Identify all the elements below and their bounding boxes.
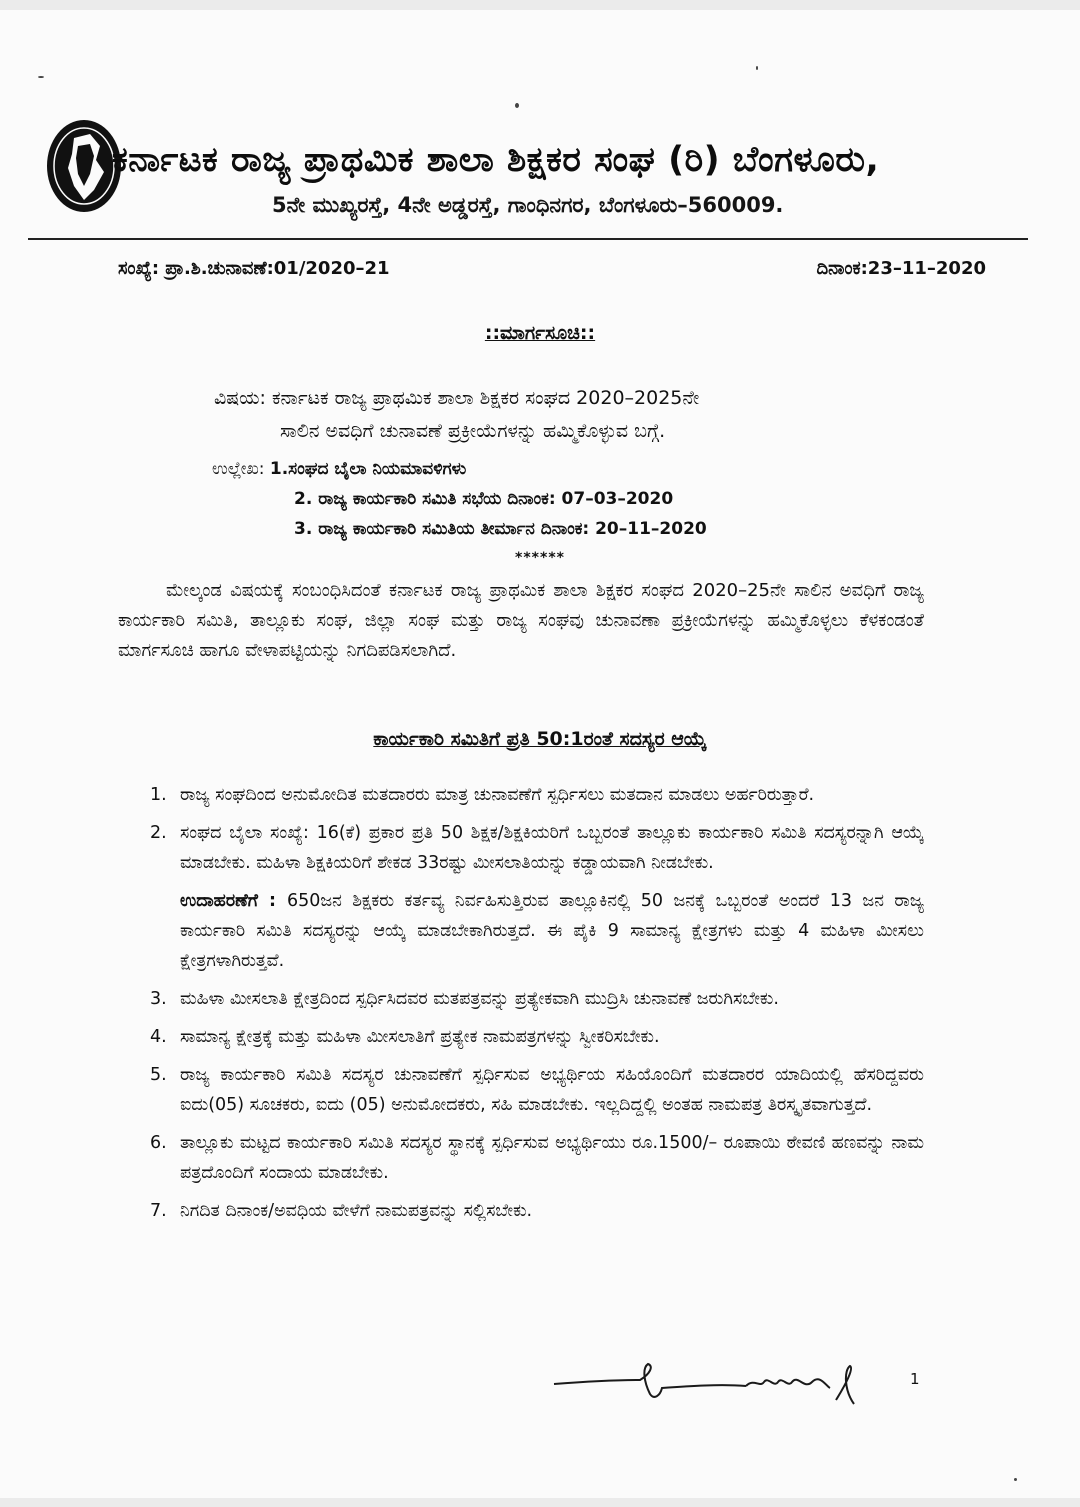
list-item-number: 7. bbox=[150, 1201, 167, 1221]
list-item-number: 5. bbox=[150, 1065, 167, 1085]
header-divider bbox=[28, 238, 1028, 240]
list-item-text: ಸಂಘದ ಬೈಲಾ ಸಂಖ್ಯೆ: 16(ಕೆ) ಪ್ರಕಾರ ಪ್ರತಿ 50 ಶಿಕ್ಷಕ/ಶಿಕ್ಷಕಿಯರಿಗೆ ಒಬ್ಬರಂತೆ ತಾಲ್ಲೂಕು ಕಾರ್ಯಕಾರಿ ಸಮಿತಿ ಸದಸ್ಯರನ್ನಾಗಿ ಆಯ್ಕೆ ಮಾಡಬೇಕು. ಮಹಿಳಾ ಶಿಕ್ಷಕಿಯರಿಗೆ ಶೇಕಡ 33ರಷ್ಟು ಮೀಸಲಾತಿಯನ್ನು ಕಡ್ಡಾಯವಾಗಿ ನೀಡಬೇಕು. bbox=[180, 823, 924, 873]
list-item-number: 3. bbox=[150, 989, 167, 1009]
references-block bbox=[212, 454, 707, 544]
list-item bbox=[150, 1060, 924, 1120]
document-page bbox=[0, 10, 1080, 1498]
list-item bbox=[150, 1128, 924, 1188]
reference-item-2: 2. ರಾಜ್ಯ ಕಾರ್ಯಕಾರಿ ಸಮಿತಿ ಸಭೆಯ ದಿನಾಂಕ: 07–03–2020 bbox=[294, 489, 674, 509]
subject-line-1: ವಿಷಯ: ಕರ್ನಾಟಕ ರಾಜ್ಯ ಪ್ರಾಥಮಿಕ ಶಾಲಾ ಶಿಕ್ಷಕರ ಸಂಘದ 2020–2025ನೇ bbox=[214, 387, 700, 409]
list-item-text: ರಾಜ್ಯ ಸಂಘದಿಂದ ಅನುಮೋದಿತ ಮತದಾರರು ಮಾತ್ರ ಚುನಾವಣೆಗೆ ಸ್ಪರ್ಧಿಸಲು ಮತದಾನ ಮಾಡಲು ಅರ್ಹರಿರುತ್ತಾರೆ. bbox=[180, 785, 815, 805]
list-item bbox=[150, 984, 924, 1014]
subject-line-2: ಸಾಲಿನ ಅವಧಿಗೆ ಚುನಾವಣೆ ಪ್ರಕ್ರೀಯೆಗಳನ್ನು ಹಮ್ಮಿಕೊಳ್ಳುವ ಬಗ್ಗೆ. bbox=[280, 420, 666, 442]
reference-item-1: 1.ಸಂಘದ ಬೈಲಾ ನಿಯಮಾವಳಿಗಳು bbox=[269, 459, 467, 479]
organization-name: ಕರ್ನಾಟಕ ರಾಜ್ಯ ಪ್ರಾಥಮಿಕ ಶಾಲಾ ಶಿಕ್ಷಕರ ಸಂಘ (ರಿ) ಬೆಂಗಳೂರು, bbox=[112, 140, 880, 180]
guidelines-list bbox=[150, 780, 924, 1234]
list-item bbox=[150, 780, 924, 810]
list-item-number: 6. bbox=[150, 1133, 167, 1153]
example-label: ಉದಾಹರಣೆಗೆ : bbox=[180, 891, 287, 911]
signature-icon bbox=[550, 1360, 870, 1408]
list-item-number: 4. bbox=[150, 1027, 167, 1047]
scan-speck bbox=[756, 66, 758, 70]
list-item-text: ಮಹಿಳಾ ಮೀಸಲಾತಿ ಕ್ಷೇತ್ರದಿಂದ ಸ್ಪರ್ಧಿಸಿದವರ ಮತಪತ್ರವನ್ನು ಪ್ರತ್ಯೇಕವಾಗಿ ಮುದ್ರಿಸಿ ಚುನಾವಣೆ ಜರುಗಿಸಬೇಕು. bbox=[180, 989, 779, 1009]
scan-speck bbox=[1014, 1478, 1017, 1481]
scan-speck bbox=[515, 103, 519, 108]
reference-item-3: 3. ರಾಜ್ಯ ಕಾರ್ಯಕಾರಿ ಸಮಿತಿಯ ತೀರ್ಮಾನ ದಿನಾಂಕ: 20–11–2020 bbox=[294, 519, 707, 539]
list-item-text: ಸಾಮಾನ್ಯ ಕ್ಷೇತ್ರಕ್ಕೆ ಮತ್ತು ಮಹಿಳಾ ಮೀಸಲಾತಿಗೆ ಪ್ರತ್ಯೇಕ ನಾಮಪತ್ರಗಳನ್ನು ಸ್ವೀಕರಿಸಬೇಕು. bbox=[180, 1027, 660, 1047]
list-item-text: ತಾಲ್ಲೂಕು ಮಟ್ಟದ ಕಾರ್ಯಕಾರಿ ಸಮಿತಿ ಸದಸ್ಯರ ಸ್ಥಾನಕ್ಕೆ ಸ್ಪರ್ಧಿಸುವ ಅಭ್ಯರ್ಥಿಯು ರೂ.1500/– ರೂಪಾಯಿ ಠೇವಣಿ ಹಣವನ್ನು ನಾಮ ಪತ್ರದೊಂದಿಗೆ ಸಂದಾಯ ಮಾಡಬೇಕು. bbox=[180, 1133, 924, 1183]
references-label: ಉಲ್ಲೇಖ: bbox=[212, 459, 270, 479]
document-title: ::ಮಾರ್ಗಸೂಚಿ:: bbox=[484, 322, 596, 344]
page-number: 1 bbox=[910, 1370, 920, 1388]
intro-paragraph: ಮೇಲ್ಕಂಡ ವಿಷಯಕ್ಕೆ ಸಂಬಂಧಿಸಿದಂತೆ ಕರ್ನಾಟಕ ರಾಜ್ಯ ಪ್ರಾಥಮಿಕ ಶಾಲಾ ಶಿಕ್ಷಕರ ಸಂಘದ 2020–25ನೇ ಸಾಲಿನ ಅವಧಿಗೆ ರಾಜ್ಯ ಕಾರ್ಯಕಾರಿ ಸಮಿತಿ, ತಾಲ್ಲೂಕು ಸಂಘ, ಜಿಲ್ಲಾ ಸಂಘ ಮತ್ತು ರಾಜ್ಯ ಸಂಘವು ಚುನಾವಣಾ ಪ್ರಕ್ರೀಯೆಗಳನ್ನು ಹಮ್ಮಿಕೊಳ್ಳಲು ಕೆಳಕಂಡಂತೆ ಮಾರ್ಗಸೂಚಿ ಹಾಗೂ ವೇಳಾಪಟ್ಟಿಯನ್ನು ನಿಗದಿಪಡಿಸಲಾಗಿದೆ. bbox=[118, 580, 924, 661]
section-heading: ಕಾರ್ಯಕಾರಿ ಸಮಿತಿಗೆ ಪ್ರತಿ 50:1ರಂತೆ ಸದಸ್ಯರ ಆಯ್ಕೆ bbox=[373, 728, 707, 750]
list-item-text: ನಿಗದಿತ ದಿನಾಂಕ/ಅವಧಿಯ ವೇಳೆಗೆ ನಾಮಪತ್ರವನ್ನು ಸಲ್ಲಿಸಬೇಕು. bbox=[180, 1201, 533, 1221]
organization-address: 5ನೇ ಮುಖ್ಯರಸ್ತೆ, 4ನೇ ಅಡ್ಡರಸ್ತೆ, ಗಾಂಧಿನಗರ, ಬೆಂಗಳೂರು–560009. bbox=[272, 193, 784, 217]
list-item bbox=[150, 818, 924, 878]
example-text: 650ಜನ ಶಿಕ್ಷಕರು ಕರ್ತವ್ಯ ನಿರ್ವಹಿಸುತ್ತಿರುವ ತಾಲ್ಲೂಕಿನಲ್ಲಿ 50 ಜನಕ್ಕೆ ಒಬ್ಬರಂತೆ ಅಂದರೆ 13 ಜನ ರಾಜ್ಯ ಕಾರ್ಯಕಾರಿ ಸಮಿತಿ ಸದಸ್ಯರನ್ನು ಆಯ್ಕೆ ಮಾಡಬೇಕಾಗಿರುತ್ತದೆ. ಈ ಪೈಕಿ 9 ಸಾಮಾನ್ಯ ಕ್ಷೇತ್ರಗಳು ಮತ್ತು 4 ಮಹಿಳಾ ಮೀಸಲು ಕ್ಷೇತ್ರಗಳಾಗಿರುತ್ತವೆ. bbox=[180, 891, 924, 971]
example-paragraph bbox=[150, 886, 924, 976]
subject-block bbox=[214, 382, 699, 448]
scan-speck bbox=[38, 76, 44, 78]
list-item-number: 2. bbox=[150, 823, 167, 843]
document-date: ದಿನಾಂಕ:23–11–2020 bbox=[816, 258, 986, 279]
list-item-text: ರಾಜ್ಯ ಕಾರ್ಯಕಾರಿ ಸಮಿತಿ ಸದಸ್ಯರ ಚುನಾವಣೆಗೆ ಸ್ಪರ್ಧಿಸುವ ಅಭ್ಯರ್ಥಿಯ ಸಹಿಯೊಂದಿಗೆ ಮತದಾರರ ಯಾದಿಯಲ್ಲಿ ಹೆಸರಿದ್ದವರು ಐದು(05) ಸೂಚಕರು, ಐದು (05) ಅನುಮೋದಕರು, ಸಹಿ ಮಾಡಬೇಕು. ಇಲ್ಲದಿದ್ದಲ್ಲಿ ಅಂತಹ ನಾಮಪತ್ರ ತಿರಸ್ಕೃತವಾಗುತ್ತದೆ. bbox=[180, 1065, 924, 1115]
list-item bbox=[150, 1022, 924, 1052]
list-item bbox=[150, 1196, 924, 1226]
section-separator: ****** bbox=[515, 550, 565, 566]
reference-number: ಸಂಖ್ಯೆ: ಪ್ರಾ.ಶಿ.ಚುನಾವಣೆ:01/2020–21 bbox=[118, 258, 390, 279]
list-item-number: 1. bbox=[150, 785, 167, 805]
